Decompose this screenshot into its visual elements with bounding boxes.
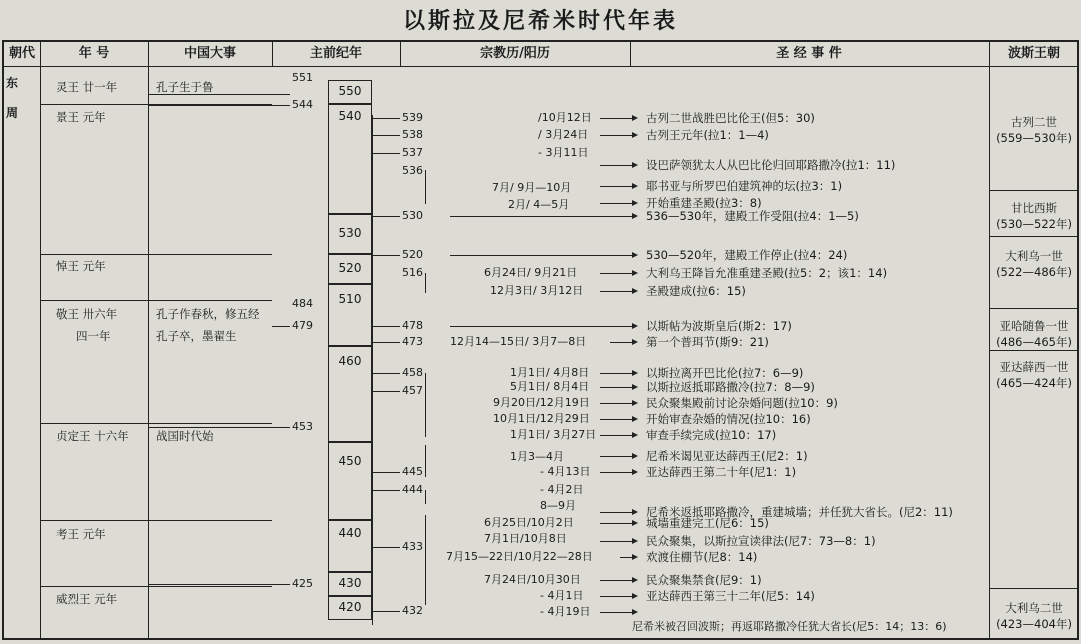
persian-king-years: (423—404年) <box>996 617 1072 631</box>
calendar-entry: - 3月11日 <box>538 146 589 159</box>
header-divider <box>2 66 1079 67</box>
bc-year-right: 538 <box>402 128 423 141</box>
decade-box: 540 <box>328 104 372 214</box>
bible-event: 尼希米返抵耶路撒冷，重建城墙；并任犹大省长。(尼2：11) <box>646 505 953 519</box>
bible-event: 以斯拉离开巴比伦(拉7：6—9) <box>646 366 804 380</box>
bible-event: 设巴萨领犹太人从巴比伦归回耶路撒冷(拉1：11) <box>646 158 896 172</box>
calendar-entry: /10月12日 <box>538 111 592 124</box>
header-era: 朝代 <box>8 46 35 61</box>
reign-item: 敬王 卅六年 <box>56 307 118 321</box>
connector <box>372 373 400 374</box>
bible-event: 古列王元年(拉1：1—4) <box>646 128 769 142</box>
col-line <box>148 42 149 638</box>
bc-year-left: 479 <box>292 319 313 332</box>
bc-year-right: 457 <box>402 384 423 397</box>
persia-divider <box>989 190 1077 191</box>
decade-box: 460 <box>328 346 372 442</box>
bible-event: 圣殿建成(拉6：15) <box>646 284 746 298</box>
calendar-entry: 7月24日/10月30日 <box>484 573 581 586</box>
page-title: 以斯拉及尼希米时代年表 <box>402 9 678 34</box>
timeline-spine <box>372 115 373 625</box>
calendar-entry: 5月1日/ 8月4日 <box>510 380 590 393</box>
bc-year-right: 516 <box>402 266 423 279</box>
calendar-entry: 6月25日/10月2日 <box>484 516 574 529</box>
calendar-entry: 7月/ 9月—10月 <box>492 181 572 194</box>
leader-line <box>148 94 290 95</box>
bracket-line <box>425 490 426 504</box>
decade-box: 510 <box>328 284 372 346</box>
arrow <box>600 419 632 420</box>
persia-divider <box>989 588 1077 589</box>
decade-box: 550 <box>328 80 372 104</box>
connector <box>372 216 400 217</box>
col-line <box>989 42 990 638</box>
decade-box: 530 <box>328 214 372 254</box>
arrow <box>600 435 632 436</box>
header-persia: 波斯王朝 <box>1007 46 1060 61</box>
connector <box>372 342 400 343</box>
persian-king-years: (465—424年) <box>996 376 1072 390</box>
bible-event: 亚达薛西王第三十二年(尼5：14) <box>646 589 815 603</box>
leader-line <box>148 105 290 106</box>
col-line <box>400 42 401 66</box>
calendar-entry: 6月24日/ 9月21日 <box>484 266 578 279</box>
leader-line <box>272 326 290 327</box>
leader-line <box>148 584 290 585</box>
bc-year-left: 453 <box>292 420 313 433</box>
persian-king-name: 亚达薛西一世 <box>999 360 1069 374</box>
bc-year-right: 458 <box>402 366 423 379</box>
arrow <box>600 165 632 166</box>
bible-event: 审查手续完成(拉10：17) <box>646 428 777 442</box>
calendar-entry: 8—9月 <box>540 499 576 512</box>
bible-event: 以斯拉返抵耶路撒冷(拉7：8—9) <box>646 380 815 394</box>
arrow <box>450 255 632 256</box>
arrow <box>600 291 632 292</box>
arrow <box>600 273 632 274</box>
decade-box: 440 <box>328 520 372 572</box>
arrow <box>450 326 632 327</box>
arrow <box>600 186 632 187</box>
bc-year-right: 520 <box>402 248 423 261</box>
header-calendar: 宗教历/阳历 <box>480 46 550 61</box>
arrow <box>600 373 632 374</box>
arrow <box>600 512 632 513</box>
bible-event: 城墙重建完工(尼6：15) <box>646 516 769 530</box>
calendar-entry: - 4月1日 <box>540 589 584 602</box>
arrow <box>600 472 632 473</box>
header-bible: 圣 经 事 件 <box>776 46 842 61</box>
bible-event: 欢渡住棚节(尼8：14) <box>646 550 758 564</box>
arrow <box>600 523 632 524</box>
bracket-line <box>425 445 426 477</box>
decade-box: 420 <box>328 596 372 620</box>
row-line <box>40 300 272 301</box>
reign-item: 灵王 廿一年 <box>56 80 118 94</box>
leader-line <box>148 427 290 428</box>
persia-divider <box>989 308 1077 309</box>
bc-year-left: 425 <box>292 577 313 590</box>
bible-event: 第一个普珥节(斯9：21) <box>646 335 769 349</box>
era-label-b: 周 <box>6 106 19 120</box>
bracket-line <box>425 273 426 293</box>
calendar-entry: 12月14—15日/ 3月7—8日 <box>450 335 587 348</box>
calendar-entry: - 4月13日 <box>540 465 591 478</box>
persian-king-name: 甘比西斯 <box>1011 201 1057 215</box>
reign-item: 景王 元年 <box>56 110 106 124</box>
header-bc: 主前纪年 <box>309 46 362 61</box>
row-line <box>40 254 272 255</box>
header-china: 中国大事 <box>183 46 236 61</box>
bible-event: 以斯帖为波斯皇后(斯2：17) <box>646 319 792 333</box>
decade-box: 430 <box>328 572 372 596</box>
connector <box>372 547 400 548</box>
arrow <box>600 456 632 457</box>
bible-event: 民众聚集，以斯拉宣读律法(尼7：73—8：1) <box>646 534 876 548</box>
bc-year-right: 536 <box>402 164 423 177</box>
bc-year-right: 444 <box>402 483 423 496</box>
bc-year-right: 473 <box>402 335 423 348</box>
bracket-line <box>425 373 426 437</box>
calendar-entry: 9月20日/12月19日 <box>493 396 590 409</box>
arrow <box>600 118 632 119</box>
persia-divider <box>989 236 1077 237</box>
bracket-line <box>425 170 426 204</box>
calendar-entry: 2月/ 4—5月 <box>508 198 570 211</box>
persian-king-name: 古列二世 <box>1011 115 1057 129</box>
arrow <box>610 342 632 343</box>
row-line <box>40 423 272 424</box>
calendar-entry: - 4月2日 <box>540 483 584 496</box>
calendar-entry: / 3月24日 <box>538 128 589 141</box>
china-event: 孔子作春秋，修五经 <box>156 307 260 321</box>
calendar-entry: 10月1日/12月29日 <box>493 412 590 425</box>
arrow <box>600 580 632 581</box>
persian-king-name: 大利乌一世 <box>1005 249 1063 263</box>
persian-king-years: (530—522年) <box>996 217 1072 231</box>
persian-king-name: 大利乌二世 <box>1005 601 1063 615</box>
bc-year-right: 530 <box>402 209 423 222</box>
persia-divider <box>989 350 1077 351</box>
arrow <box>600 387 632 388</box>
connector <box>372 153 400 154</box>
arrow <box>620 557 632 558</box>
connector <box>372 118 400 119</box>
col-line <box>272 42 273 66</box>
bible-event: 耶书亚与所罗巴伯建筑神的坛(拉3：1) <box>646 179 843 193</box>
bc-year-left: 551 <box>292 71 313 84</box>
connector <box>372 472 400 473</box>
reign-item: 威烈王 元年 <box>56 592 118 606</box>
decade-box: 450 <box>328 442 372 520</box>
col-line <box>40 42 41 638</box>
arrow <box>600 403 632 404</box>
bible-event: 民众聚集禁食(尼9：1) <box>646 573 762 587</box>
bible-event: 大利乌王降旨允准重建圣殿(拉5：2；该1：14) <box>646 266 888 280</box>
bc-year-right: 478 <box>402 319 423 332</box>
row-line <box>40 586 272 587</box>
bc-year-left: 544 <box>292 98 313 111</box>
decade-box: 520 <box>328 254 372 284</box>
connector <box>372 135 400 136</box>
reign-item: 悼王 元年 <box>56 259 106 273</box>
col-line <box>630 42 631 66</box>
bracket-line <box>425 515 426 605</box>
bc-year-left: 484 <box>292 297 313 310</box>
bc-year-right: 539 <box>402 111 423 124</box>
reign-item: 四一年 <box>76 329 111 343</box>
arrow <box>600 203 632 204</box>
bc-year-right: 432 <box>402 604 423 617</box>
arrow <box>450 216 632 217</box>
bible-event: 开始重建圣殿(拉3：8) <box>646 196 762 210</box>
calendar-entry: 7月1日/10月8日 <box>484 532 567 545</box>
bible-event: 开始审查杂婚的情况(拉10：16) <box>646 412 811 426</box>
china-event: 孔子卒，墨翟生 <box>156 329 237 343</box>
connector <box>372 611 400 612</box>
bible-event: 尼希米谒见亚达薛西王(尼2：1) <box>646 449 808 463</box>
row-line <box>40 520 272 521</box>
persian-king-years: (559—530年) <box>996 131 1072 145</box>
reign-item: 贞定王 十六年 <box>56 429 129 443</box>
arrow <box>600 596 632 597</box>
era-label-a: 东 <box>6 76 19 90</box>
bc-year-right: 537 <box>402 146 423 159</box>
china-event: 战国时代始 <box>156 429 214 443</box>
calendar-entry: 12月3日/ 3月12日 <box>490 284 584 297</box>
persian-king-years: (522—486年) <box>996 265 1072 279</box>
reign-item: 考王 元年 <box>56 527 106 541</box>
calendar-entry: - 4月19日 <box>540 605 591 618</box>
calendar-entry: 1月1日/ 4月8日 <box>510 366 590 379</box>
arrow <box>600 135 632 136</box>
arrow <box>600 612 632 613</box>
bible-event: 536—530年，建殿工作受阻(拉4：1—5) <box>646 209 859 223</box>
arrow <box>600 541 632 542</box>
bible-event: 亚达薛西王第二十年(尼1：1) <box>646 465 797 479</box>
connector <box>372 255 400 256</box>
bible-event: 民众聚集殿前讨论杂婚问题(拉10：9) <box>646 396 838 410</box>
calendar-entry: 1月1日/ 3月27日 <box>510 428 597 441</box>
header-reign: 年 号 <box>78 46 110 61</box>
persian-king-years: (486—465年) <box>996 335 1072 349</box>
bible-event: 古列二世战胜巴比伦王(但5：30) <box>646 111 815 125</box>
calendar-entry: 7月15—22日/10月22—28日 <box>446 550 593 563</box>
calendar-entry: 1月3—4月 <box>510 450 564 463</box>
bc-year-right: 445 <box>402 465 423 478</box>
bc-year-right: 433 <box>402 540 423 553</box>
connector <box>372 326 400 327</box>
connector <box>372 490 400 491</box>
bible-event: 尼希米被召回波斯；再返耶路撒冷任犹大省长(尼5：14；13：6) <box>632 620 947 633</box>
persian-king-name: 亚哈随鲁一世 <box>999 319 1069 333</box>
china-event: 孔子生于鲁 <box>156 80 214 94</box>
connector <box>372 391 400 392</box>
bible-event: 530—520年，建殿工作停止(拉4：24) <box>646 248 848 262</box>
